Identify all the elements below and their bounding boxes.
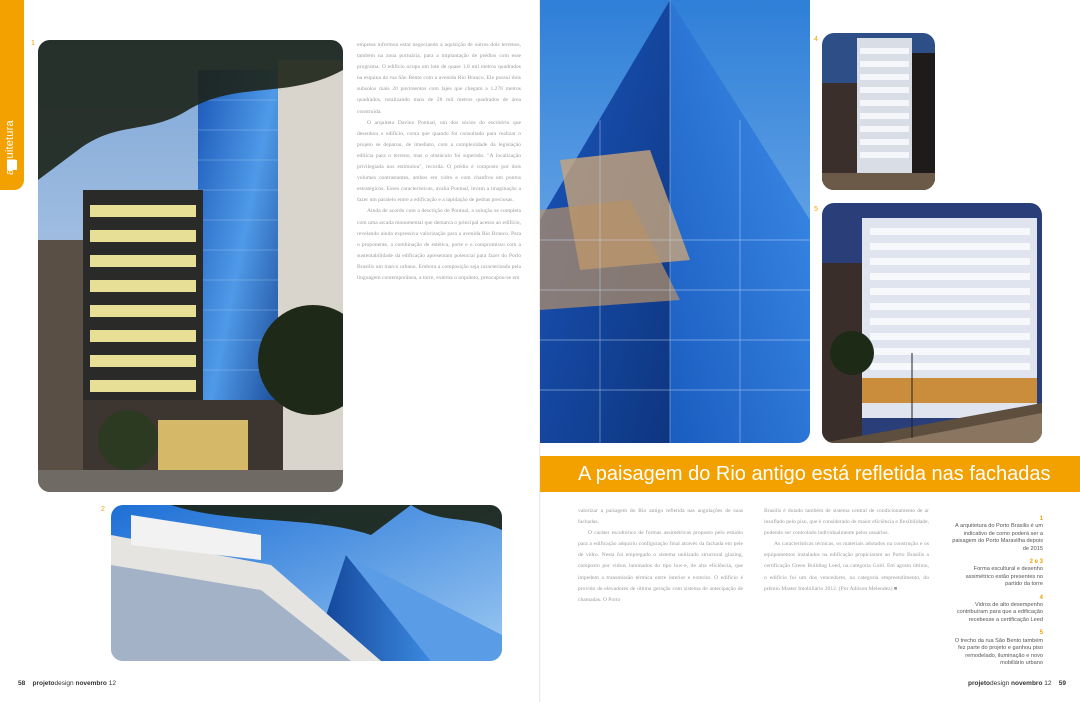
body-paragraph: Ainda de acordo com a descrição de Pontual, a solução se completa com uma arcada monumental que demarca o principal acesso ao edifício, revelando ainda expressiva valorização para a avenida Rio Branco. Para o proponente, a combinação de estética, porte e o compromisso com a sustentabilidade da edificação apresentam potencial para fazer do Porto Brasilis um marco urbano. Embora a composição seja caracterizada pela linguagem contemporânea, a torre, externa o arquiteto, preocupou-se em	[357, 208, 521, 281]
footer-left	[18, 680, 116, 687]
photo-3-illustration	[540, 0, 810, 443]
caption-text: Vidros de alto desempenho contribuíram para que a edificação recebesse a certificação Leed	[956, 602, 1043, 623]
photo-2-number: 2	[101, 506, 105, 513]
photo-1-number: 1	[31, 40, 35, 47]
caption-number: 2 e 3	[1029, 559, 1043, 566]
photo-5-street-view	[822, 203, 1042, 443]
body-column-2	[578, 506, 743, 606]
body-paragraph: O arquiteto Davino Pontual, um dos sócios do escritório que desenhou o edifício, conta que quando foi consultado para realizar o projeto se deparou, de imediato, com a complexidade da legislação edilícia para o terreno, mas o obstáculo foi superado. "A localização privilegiada nos estimulou", recorda. O prédio é composto por dois volumes contrastantes, ambos em vidro e com chanfros em pontos estratégicos. Esses características, avalia Pontual, levam a imaginação a fazer um paralelo entre a edificação e a lapidação de pedras preciosas.	[357, 119, 521, 204]
footer-right	[968, 680, 1066, 687]
brand-design: design	[990, 680, 1010, 687]
photo-5-illustration	[822, 203, 1042, 443]
caption-text: A arquitetura do Porto Brasilis é um indicativo de como poderá ser a paisagem do Porto Maravilha depois de 2015	[952, 523, 1043, 552]
caption	[949, 559, 1043, 589]
photo-3-glass-point	[540, 0, 810, 443]
captions	[949, 516, 1043, 673]
caption	[949, 630, 1043, 667]
body-paragraph: O caráter escultórico de formas assimétricas proposto pelo estúdio para a edificação adquiriu configuração final através da fachada em pele de vidro. Nesta foi empregado o sistema unitizado structural glazing, composto por vidros laminados do tipo low-e, de alta eficiência, que impedem a transmissão térmica entre interior e exterior. O edifício é provido de elevadores de última geração com sistema de antecipação de chamadas. O Porto	[578, 530, 743, 603]
caption	[949, 595, 1043, 625]
body-paragraph: valorizar a paisagem do Rio antigo refletida nas angulações de suas fachadas.	[578, 508, 743, 526]
body-paragraph: empresa informou estar negociando a aquisição de outros dois terrenos, também na zona portuária, para a implantação de prédios com esse programa. O edifício ocupa um lote de quase 1,8 mil metros quadrados na esquina da rua São Bento com a avenida Rio Branco. Ele possui dois subsolos mais 20 pavimentos com lajes que chegam a 1.270 metros quadrados, totalizando mais de 28 mil metros quadrados de área construída.	[357, 42, 521, 115]
caption-number: 1	[1039, 516, 1043, 522]
caption-text: O trecho da rua São Bento também fez parte do projeto e ganhou piso remodelado, iluminação e novo mobiliário urbano	[954, 637, 1043, 666]
photo-4-night-tower	[822, 33, 935, 190]
page-number: 59	[1058, 680, 1066, 687]
brand-projeto: projeto	[968, 680, 991, 687]
issue-month: novembro	[75, 680, 107, 687]
issue-year: 12	[108, 680, 116, 687]
photo-2-facade	[111, 505, 502, 661]
issue-month: novembro	[1011, 680, 1043, 687]
caption-number: 4	[1039, 594, 1043, 601]
headline: A paisagem do Rio antigo está refletida nas fachadas	[540, 456, 1080, 492]
body-paragraph: Brasilis é dotado também de sistema central de condicionamento de ar insuflado pelo piso, que é considerado de maior eficiência e flexibilidade, podendo ser controlado individualmente pelos usuários.	[764, 508, 929, 537]
brand-projeto: projeto	[32, 680, 55, 687]
photo-4-illustration	[822, 33, 935, 190]
photo-1-tower	[38, 40, 343, 492]
section-label: arquitetura	[4, 120, 16, 175]
caption-number: 5	[1039, 630, 1043, 637]
issue-year: 12	[1044, 680, 1052, 687]
caption	[949, 516, 1043, 553]
caption-text: Forma escultural e desenho assimétrico estão presentes no partido da torre	[965, 566, 1043, 588]
photo-5-number: 5	[814, 206, 818, 213]
page-number: 58	[18, 680, 26, 687]
photo-2-illustration	[111, 505, 502, 661]
body-paragraph: As características técnicas, os materiais adotados na construção e os equipamentos instalados na edificação propiciaram ao Porto Brasilis a certificação Green Building Leed, na categoria Gold. Em agosto último, o edifício foi um dos vencedores, na categoria empreendimento, do prêmio Master Imobiliário 2012. (Por Adilson Melendez) ■	[764, 541, 929, 592]
photo-1-illustration	[38, 40, 343, 492]
body-column-3	[764, 506, 929, 595]
brand-design: design	[54, 680, 74, 687]
body-column-1	[357, 40, 521, 284]
photo-4-number: 4	[814, 36, 818, 43]
